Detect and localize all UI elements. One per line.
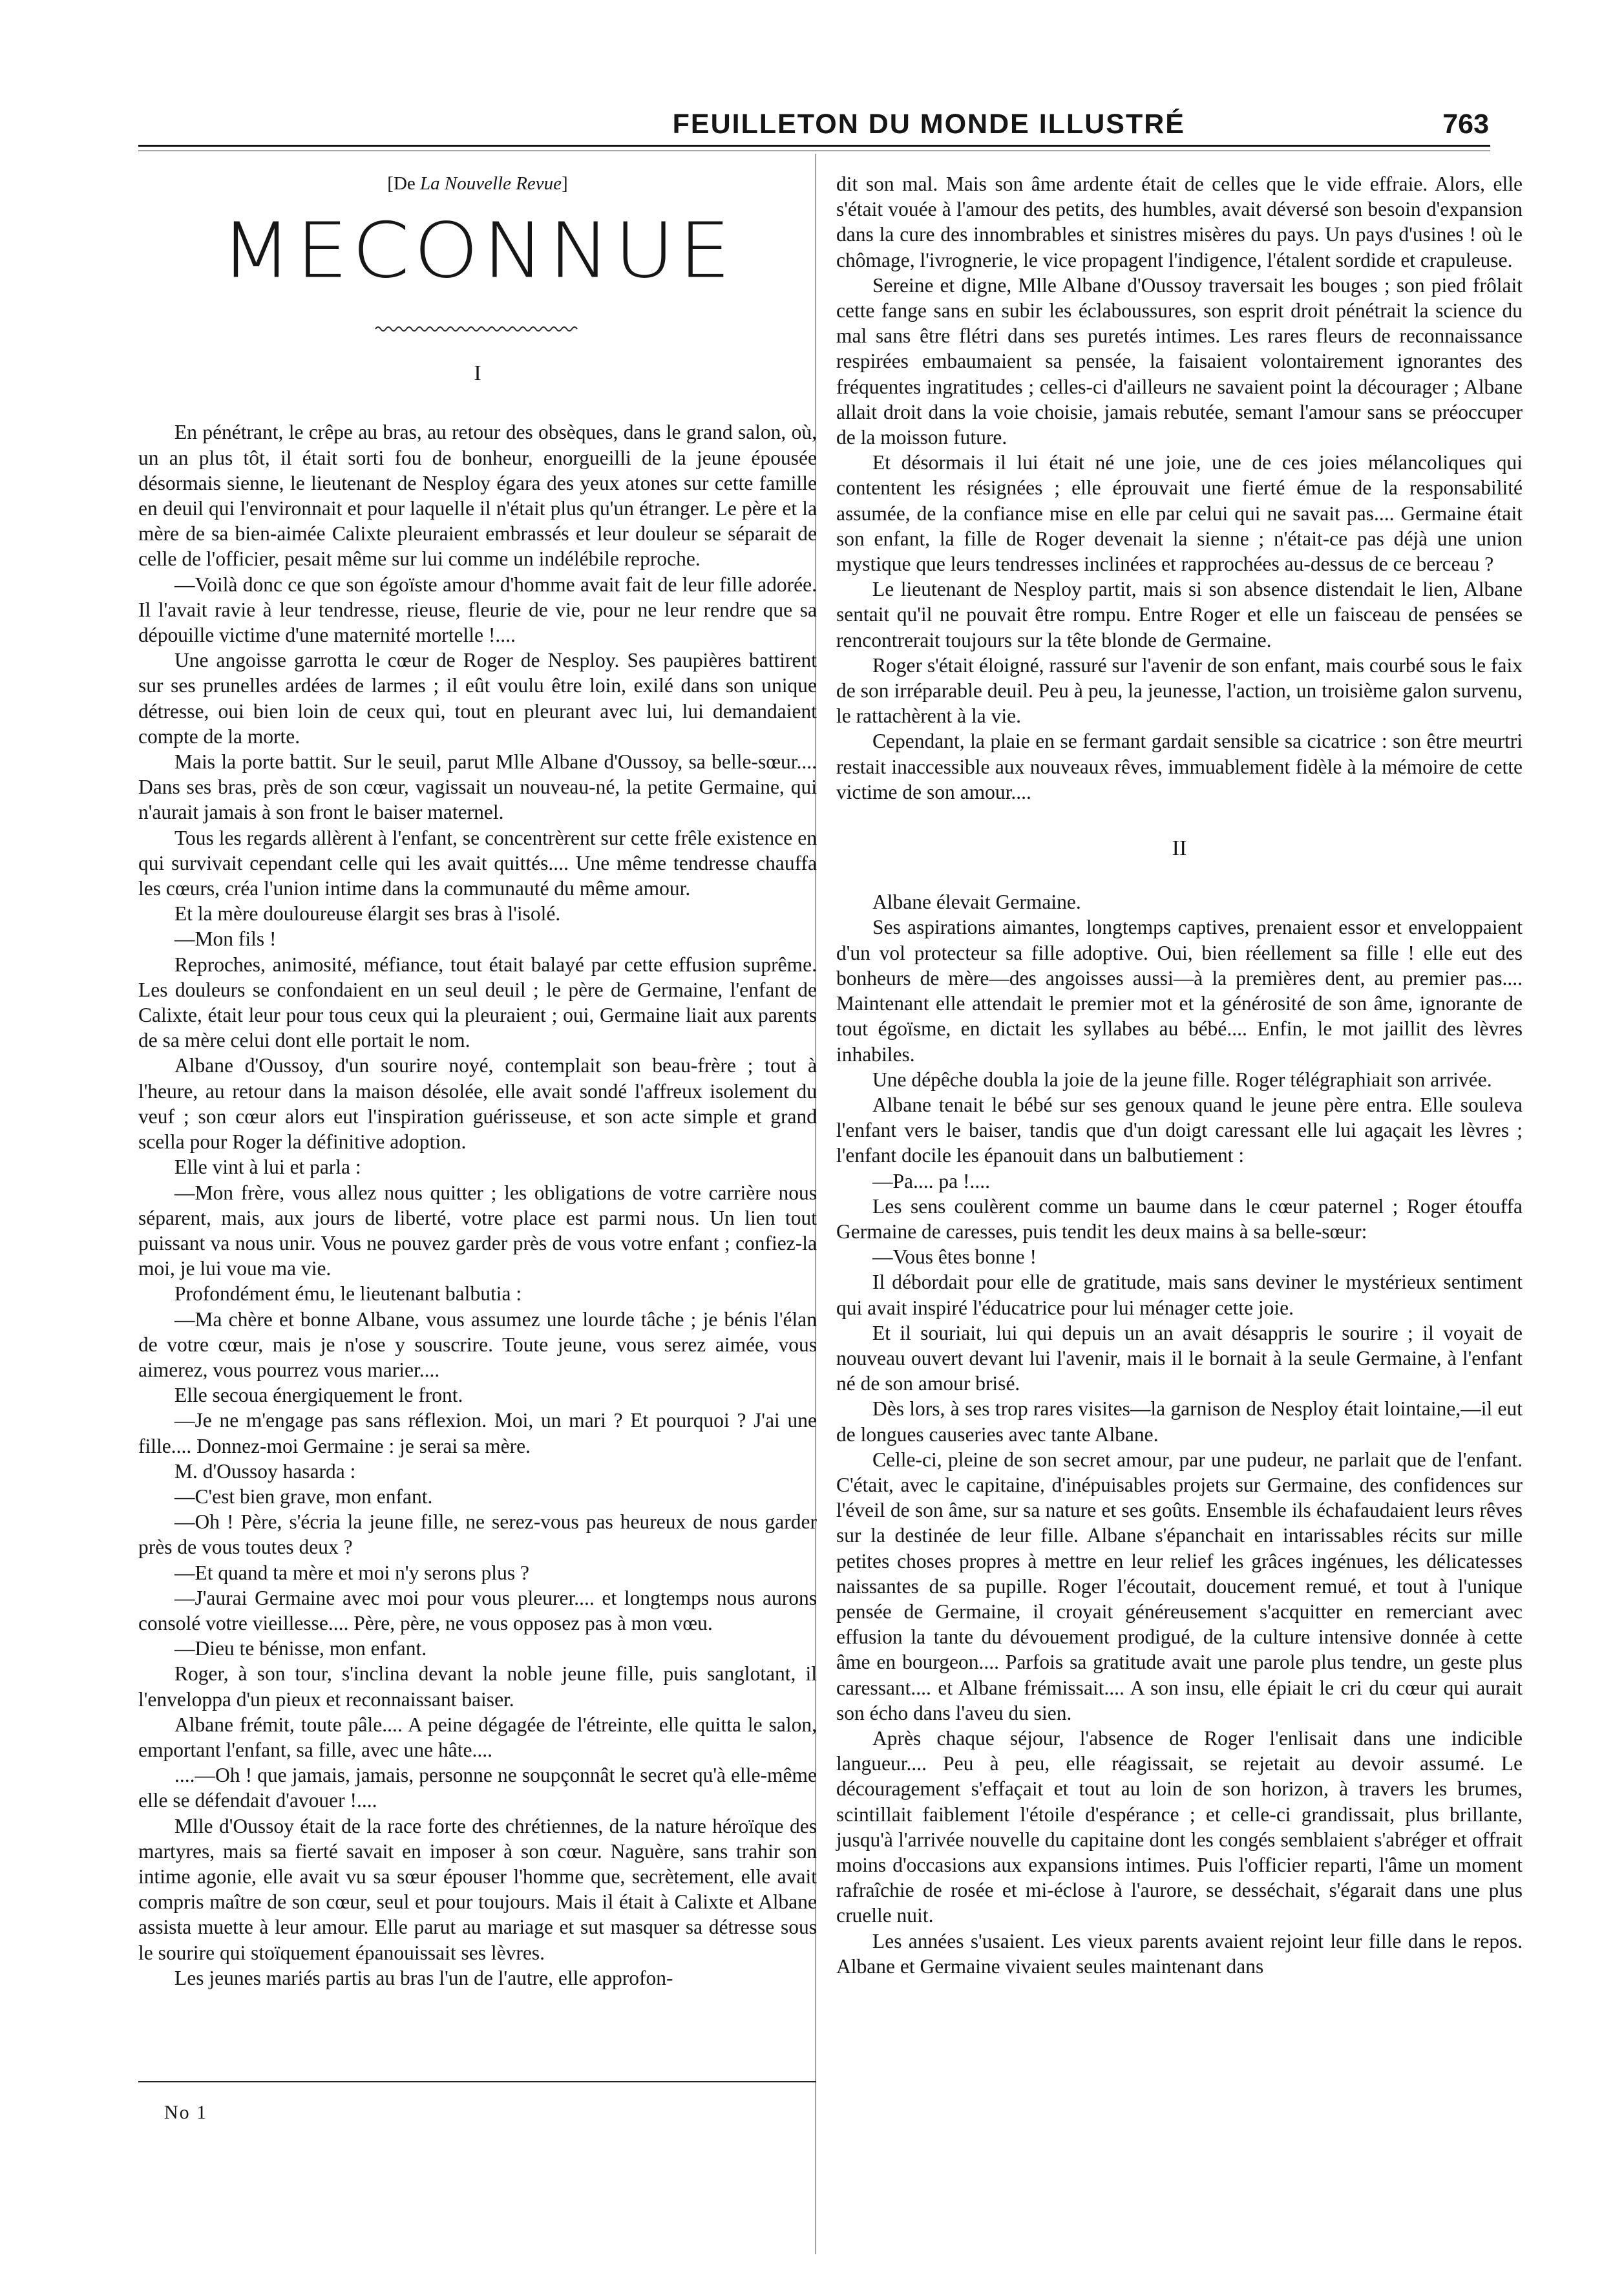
paragraph: Les années s'usaient. Les vieux parents avaient rejoint leur fille dans le repos. Albane et Germaine vivaient seules maintenant dans [836,1929,1523,1978]
paragraph: —Et quand ta mère et moi n'y serons plus ? [174,1561,529,1584]
right-column-text-part-1 [836,171,1523,805]
paragraph: Mlle d'Oussoy était de la race forte des chrétiennes, de la nature héroïque des martyres, mais sa fierté savait en imposer à son cœur. Naguère, sans trahir son intime agonie, elle avait vu sa sœur épouser l'homme que, secrètement, elle avait compris maître de son cœur, seul et pour toujours. Mais il était à Calixte et Albane assista muette à leur amour. Elle parut au mariage et sut masquer sa détresse sous le sourire qui stoïquement épanouissait ses lèvres. [138,1814,817,1964]
paragraph: Tous les regards allèrent à l'enfant, se concentrèrent sur cette frêle existence en qui survivait cependant celle qui les avait quittés.... Une même tendresse chauffa les cœurs, créa l'union intime dans la communauté du même amour. [138,826,817,900]
paragraph: ....—Oh ! que jamais, jamais, personne ne soupçonnât le secret qu'à elle-même elle se défendait d'avouer !.... [138,1764,817,1812]
paragraph: Albane élevait Germaine. [872,891,1081,914]
wavy-rule-ornament [374,324,581,333]
sheet-signature: No 1 [164,2102,208,2123]
chapter-heading-1: I [474,361,481,386]
paragraph: Reproches, animosité, méfiance, tout était balayé par cette effusion suprême. Les douleurs se confondaient en un seul deuil ; le père de Germaine, l'enfant de Calixte, était leur pour tous ceux qui la pleuraient ; oui, Germaine liait aux parents de sa mère celui dont elle portait le nom. [138,953,817,1052]
right-column-text-part-2 [836,889,1523,1979]
paragraph: Une dépêche doubla la joie de la jeune fille. Roger télégraphiait son arrivée. [872,1068,1492,1091]
paragraph: Albane d'Oussoy, d'un sourire noyé, contemplait son beau-frère ; tout à l'heure, au retour dans la maison désolée, elle avait sondé l'affreux isolement du veuf ; son cœur alors eut l'inspiration guérisseuse, et son acte simple et grand scella pour Roger la définitive adoption. [138,1054,817,1154]
paragraph: M. d'Oussoy hasarda : [174,1459,356,1483]
paragraph: Dès lors, à ses trop rares visites—la garnison de Nesploy était lointaine,—il eut de longues causeries avec tante Albane. [836,1397,1523,1446]
paragraph: Et désormais il lui était né une joie, une de ces joies mélancoliques qui contentent les résignées ; elle éprouvait une fierté émue de la responsabilité assumée, de la confiance mise en elle par celui qui ne savait pas.... Germaine était son enfant, la fille de Roger devenait la sienne ; n'était-ce pas déjà une union mystique que leurs tendresses inclinées et rapprochées au-dessus de ce berceau ? [836,451,1523,576]
header-rule [138,145,1490,151]
paragraph: Sereine et digne, Mlle Albane d'Oussoy traversait les bouges ; son pied frôlait cette fange sans en subir les éclaboussures, son esprit droit pénétrait la science du mal sans être flétri dans ses puretés intimes. Les rares fleurs de reconnaissance respirées embaumaient sa pensée, la faisaient volontairement ignorantes des fréquentes ingratitudes ; celles-ci d'ailleurs ne savaient point la décourager ; Albane allait droit dans la voie choisie, jamais rebutée, semant l'amour sans se préoccuper de la moisson future. [836,273,1523,449]
story-title: MECONNUE [220,207,735,296]
paragraph: Une angoisse garrotta le cœur de Roger de Nesploy. Ses paupières battirent sur ses prunelles ardées de larmes ; il eût voulu être loin, exilé dans son unique détresse, oui bien loin de ceux qui, tout en pleurant avec lui, lui demandaient compte de la morte. [138,649,817,748]
paragraph: —Ma chère et bonne Albane, vous assumez une lourde tâche ; je bénis l'élan de votre cœur, mais je n'ose y souscrire. Toute jeune, vous serez aimée, vous aimerez, vous pourrez vous marier.... [138,1307,817,1381]
paragraph: Les sens coulèrent comme un baume dans le cœur paternel ; Roger étouffa Germaine de caresses, puis tendit les deux mains à sa belle-sœur: [836,1194,1523,1243]
paragraph: En pénétrant, le crêpe au bras, au retour des obsèques, dans le grand salon, où, un an plus tôt, il était sorti fou de bonheur, enorgueilli de la jeune épousée désormais sienne, le lieutenant de Nesploy égara des yeux atones sur cette famille en deuil qui l'environnait et pour laquelle il n'était plus qu'un étranger. Le père et la mère de sa bien-aimée Calixte pleuraient embrassés et leur douleur se séparait de celle de l'officier, pesait même sur lui comme un indélébile reproche. [138,421,817,571]
paragraph: Ses aspirations aimantes, longtemps captives, prenaient essor et enveloppaient d'un vol protecteur sa fille adoptive. Oui, bien réellement sa fille ! elle eut des bonheurs de mère—des angoisses aussi—à la premières dent, au premier pas.... Maintenant elle attendait le premier mot et la générosité de son âme, ignorante de tout égoïsme, en dictait les syllabes au bébé.... Enfin, le mot jaillit des lèvres inhabiles. [836,916,1523,1066]
paragraph: —Mon fils ! [174,927,277,951]
source-prefix: [De [387,173,421,194]
chapter-heading-2: II [1172,836,1187,861]
paragraph: Albane frémit, toute pâle.... A peine dégagée de l'étreinte, elle quitta le salon, emportant l'enfant, sa fille, avec une hâte.... [138,1713,817,1761]
paragraph: —J'aurai Germaine avec moi pour vous pleurer.... et longtemps nous aurons consolé votre vieillesse.... Père, père, ne vous opposez pas à mon vœu. [138,1586,817,1634]
paragraph: —Voilà donc ce que son égoïste amour d'homme avait fait de leur fille adorée. Il l'avait ravie à leur tendresse, rieuse, fleurie de vie, pour ne leur rendre que sa dépouille victime d'une maternité mortelle !.... [138,573,817,647]
paragraph: Celle-ci, pleine de son secret amour, par une pudeur, ne parlait que de l'enfant. C'était, avec le capitaine, d'inépuisables projets sur Germaine, des confidences sur l'éveil de son âme, sur sa nature et ses goûts. Ensemble ils échafaudaient leurs rêves sur la destinée de leur fille. Albane s'épanchait en intarissables récits sur mille petites choses propres à mettre en leur relief les grâces ingénues, les délicatesses naissantes de sa pupille. Roger l'écoutait, doucement remué, et tout à l'unique pensée de Germaine, il croyait généreusement s'acquitter en remerciant avec effusion la tante du dévouement prodigué, de la culture intensive donnée à cette âme en bourgeon.... Parfois sa gratitude avait une parole plus tendre, un geste plus caressant.... et Albane frémissait.... A son insu, elle épiait le cri du cœur qui aurait son écho dans l'aveu du sien. [836,1448,1523,1724]
paragraph: Et il souriait, lui qui depuis un an avait désappris le sourire ; il voyait de nouveau ouvert devant lui l'avenir, mais il le bornait à la seule Germaine, à l'enfant né de son amour brisé. [836,1321,1523,1395]
paragraph: —Oh ! Père, s'écria la jeune fille, ne serez-vous pas heureux de nous garder près de vous toutes deux ? [138,1510,817,1559]
paragraph: —C'est bien grave, mon enfant. [174,1485,433,1508]
paragraph: —Mon frère, vous allez nous quitter ; les obligations de votre carrière nous séparent, mais, aux jours de liberté, votre place est parmi nous. Un lien tout puissant va nous unir. Vous ne pouvez garder près de vous votre enfant ; confiez-la moi, je lui voue ma vie. [138,1181,817,1280]
paragraph: Profondément ému, le lieutenant balbutia : [174,1282,522,1306]
paragraph: —Vous êtes bonne ! [872,1245,1037,1269]
paragraph: Mais la porte battit. Sur le seuil, parut Mlle Albane d'Oussoy, sa belle-sœur.... Dans ses bras, près de son cœur, vagissait un nouveau-né, la petite Germaine, qui n'aurait jamais à son front le baiser maternel. [138,750,817,824]
source-credit [138,171,817,196]
right-column [836,171,1523,1979]
paragraph: Elle vint à lui et parla : [174,1156,361,1179]
paragraph: —Je ne m'engage pas sans réflexion. Moi, un mari ? Et pourquoi ? J'ai une fille.... Donnez-moi Germaine : je serai sa mère. [138,1409,817,1457]
left-column-text [138,419,817,1991]
footer-rule [138,2081,816,2082]
page-number: 763 [1442,109,1489,140]
running-title: FEUILLETON DU MONDE ILLUSTRÉ [672,109,1185,140]
paragraph: Albane tenait le bébé sur ses genoux quand le jeune père entra. Elle souleva l'enfant vers le baiser, tandis que d'un doigt caressant elle lui agaçait les lèvres ; l'enfant docile les épanouit dans un balbutiement : [836,1093,1523,1167]
paragraph: Et la mère douloureuse élargit ses bras à l'isolé. [174,902,561,925]
paragraph: —Pa.... pa !.... [872,1169,990,1192]
paragraph: —Dieu te bénisse, mon enfant. [174,1637,427,1660]
paragraph: Le lieutenant de Nesploy partit, mais si son absence distendait le lien, Albane sentait qu'il ne pouvait être rompu. Entre Roger et elle un faisceau de pensées se rencontrerait toujours sur la tête blonde de Germaine. [836,578,1523,651]
paragraph: Cependant, la plaie en se fermant gardait sensible sa cicatrice : son être meurtri restait inaccessible aux nouveaux rêves, immuablement fidèle à la mémoire de cette victime de son amour.... [836,730,1523,803]
paragraph: Roger s'était éloigné, rassuré sur l'avenir de son enfant, mais courbé sous le faix de son irréparable deuil. Peu à peu, la jeunesse, l'action, un troisième galon survenu, le rattachèrent à la vie. [836,653,1523,728]
left-column [138,171,817,1991]
paragraph: dit son mal. Mais son âme ardente était de celles que le vide effraie. Alors, elle s'était vouée à l'amour des petits, des humbles, avait déversé son besoin d'expansion dans la cure des innombrables et sinistres misères du pays. Un pays d'usines ! où le chômage, l'ivrognerie, le vice propagent l'indigence, l'étalent sordide et crapuleuse. [836,173,1523,271]
paragraph: Elle secoua énergiquement le front. [174,1384,463,1407]
running-head [138,109,1489,147]
paragraph: Roger, à son tour, s'inclina devant la noble jeune fille, puis sanglotant, il l'enveloppa d'un pieux et reconnaissant baiser. [138,1662,817,1711]
paragraph: Il débordait pour elle de gratitude, mais sans deviner le mystérieux sentiment qui avait inspiré l'éducatrice pour lui ménager cette joie. [836,1271,1523,1319]
source-review: La Nouvelle Revue [420,173,562,194]
paragraph: Les jeunes mariés partis au bras l'un de l'autre, elle approfon- [174,1966,673,1989]
source-suffix: ] [562,173,568,194]
paragraph: Après chaque séjour, l'absence de Roger l'enlisait dans une indicible langueur.... Peu à peu, elle réagissait, se rejetait au devoir assumé. Le découragement s'effaçait et tout au loin de son horizon, à travers les brumes, scintillait faiblement l'étoile d'espérance ; et celle-ci grandissait, plus brillante, jusqu'à l'arrivée nouvelle du capitaine dont les congés semblaient s'abréger et offrait moins d'occasions aux expansions intimes. Puis l'officier reparti, l'âme un moment rafraîchie de rosée et mi-éclose à l'aurore, se desséchait, s'égarait dans une plus cruelle nuit. [836,1726,1523,1927]
